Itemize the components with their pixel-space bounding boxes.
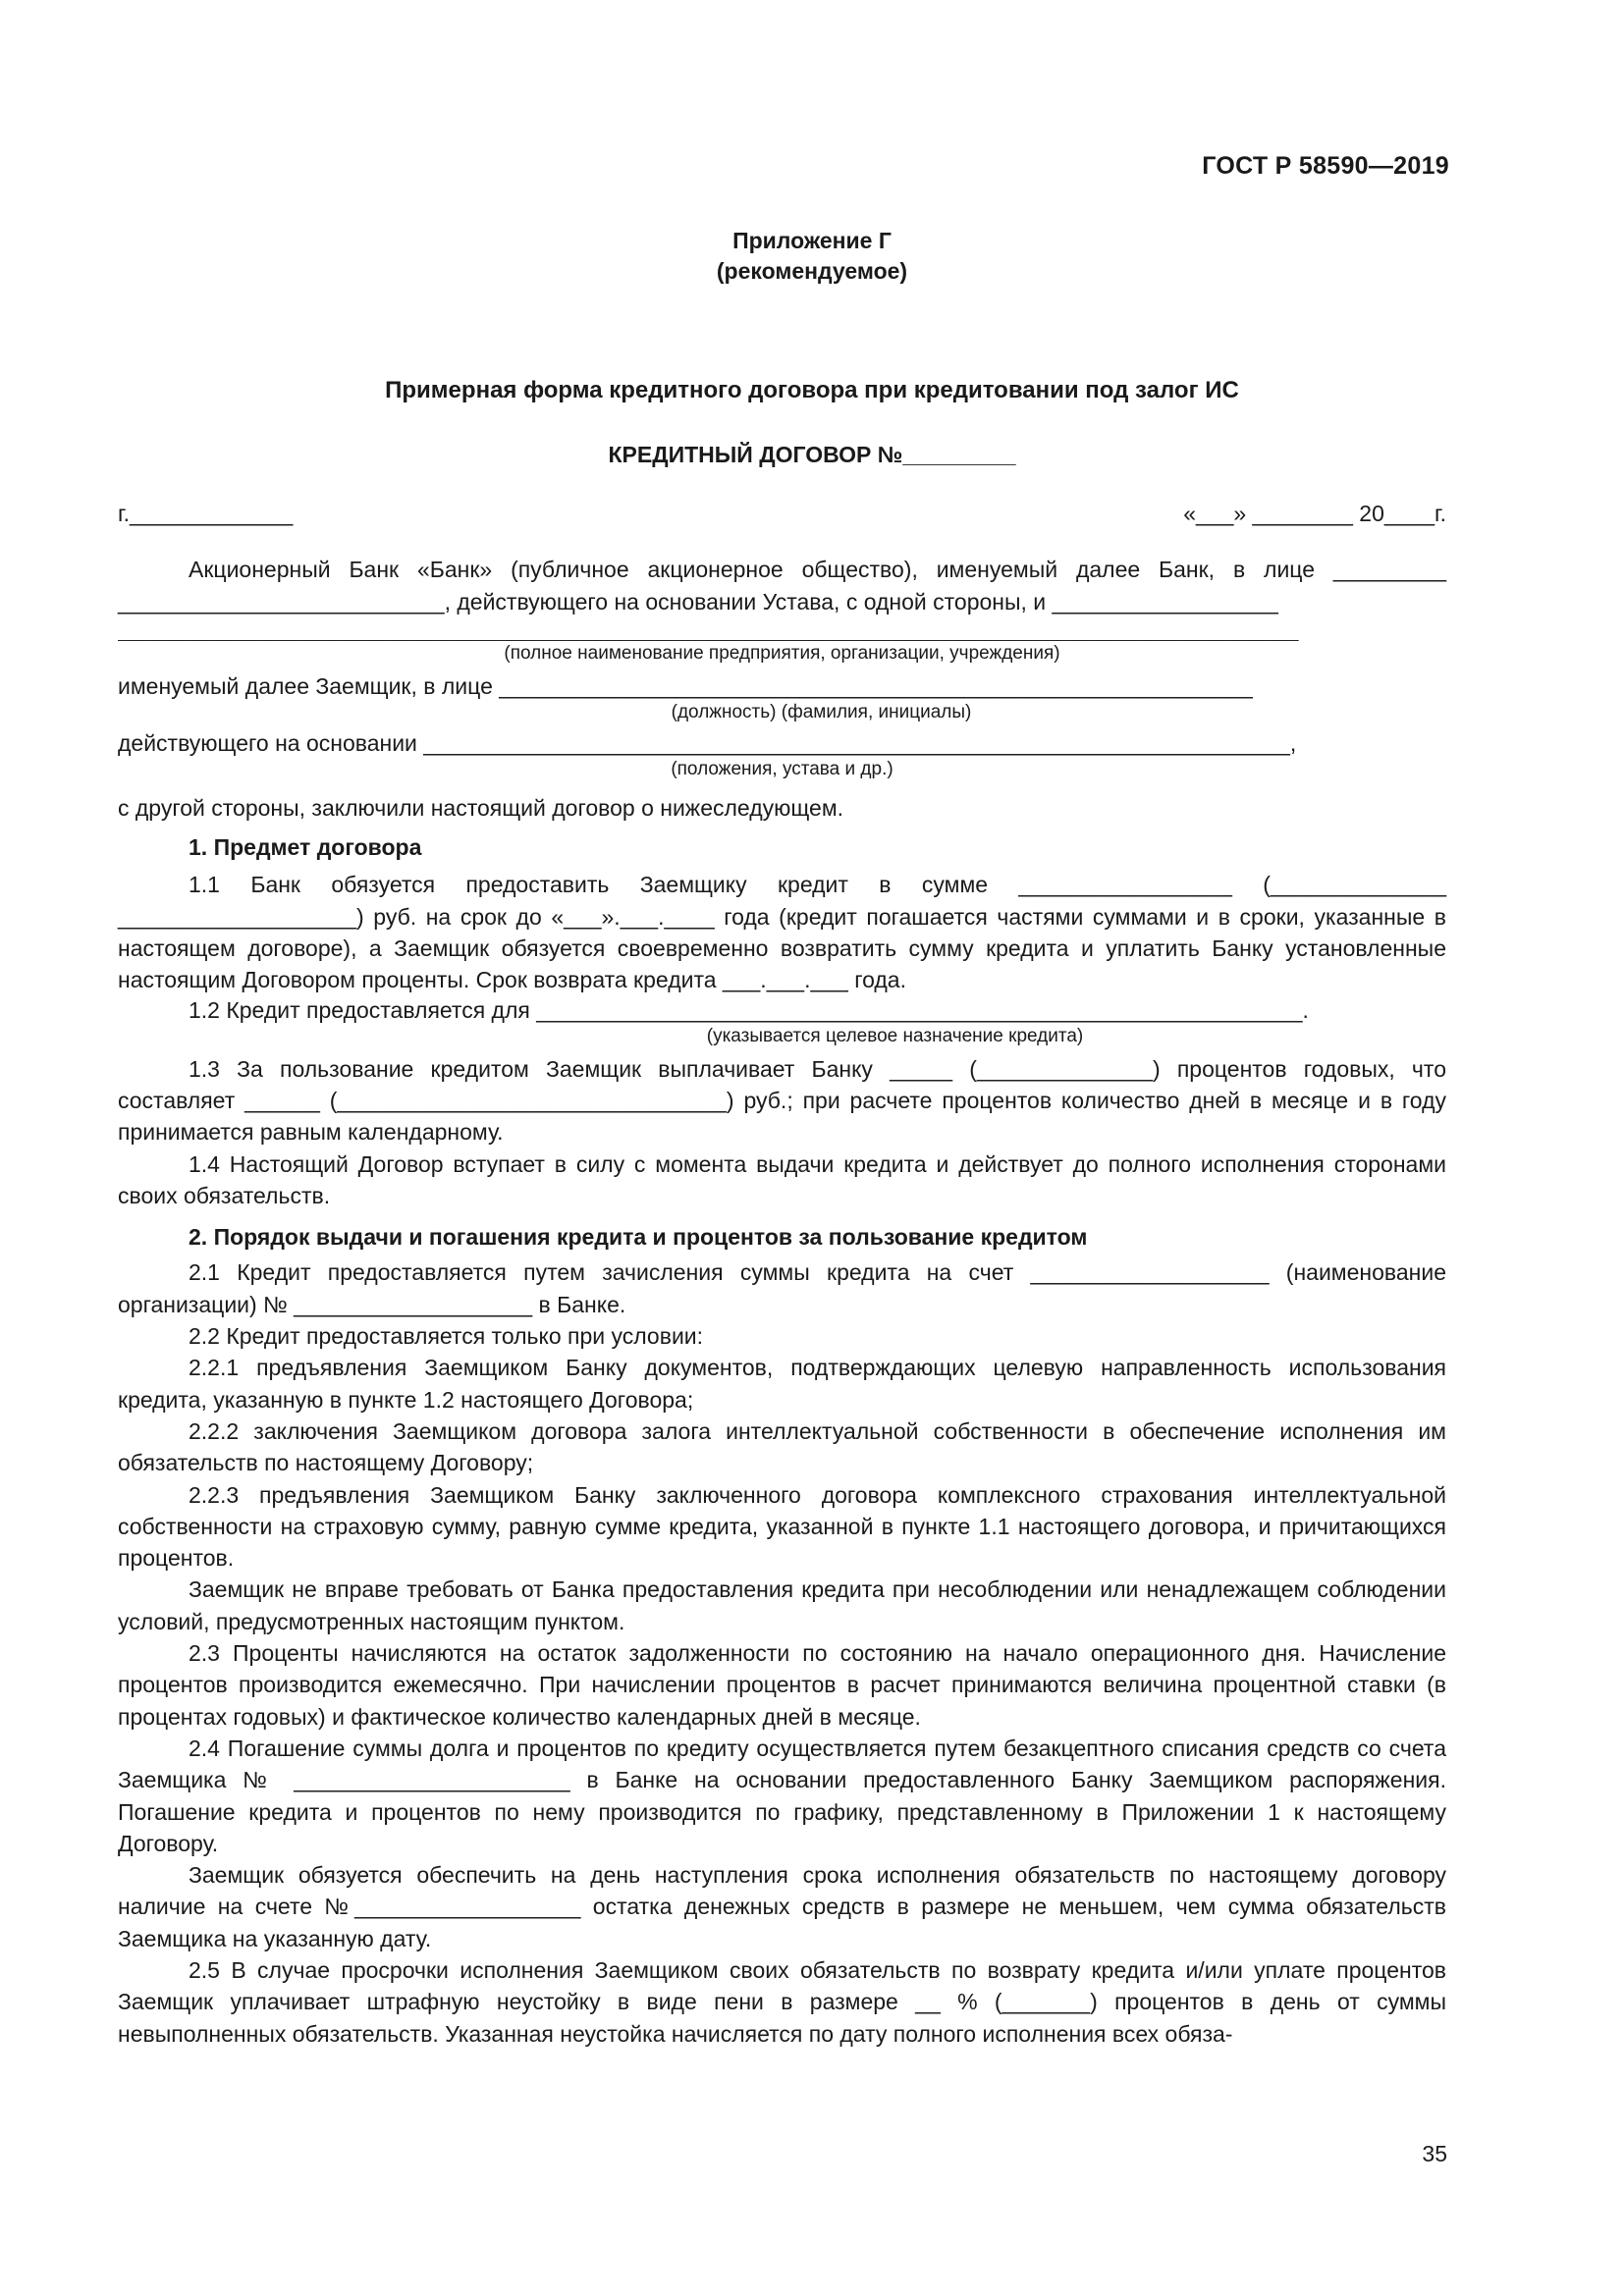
parties-bank-paragraph: Акционерный Банк «Банк» (публичное акционерное общество), именуемый далее Банк, в лице _________ __________________________, действующего на основании Устава, с одной стороны, и __________________	[118, 557, 1446, 614]
basis-hint: (положения, устава и др.)	[671, 758, 893, 779]
clause-2-4-note: Заемщик обязуется обеспечить на день наступления срока исполнения обязательств по настоящему договору наличие на счете №__________________ остатка денежных средств в размере не меньшем, чем сумма обязательств Заемщика на указанную дату.	[118, 1862, 1446, 1951]
clause-2-4: 2.4 Погашение суммы долга и процентов по кредиту осуществляется путем безакцептного списания средств со счета Заемщика № ______________________ в Банке на основании предоставленного Банку Заемщиком распоряжения. Погашение кредита и процентов по нему производится по графику, представленному в Приложении 1 к настоящему Договору.	[118, 1735, 1446, 1856]
purpose-hint: (указывается целевое назначение кредита)	[706, 1025, 1084, 1046]
position-hint: (должность) (фамилия, инициалы)	[671, 701, 972, 722]
clause-2-1: 2.1 Кредит предоставляется путем зачисления суммы кредита на счет ___________________ (наименование организации) № ___________________ в Банке.	[118, 1259, 1446, 1317]
organization-blank-line: ______________________________________________________________________________________________	[118, 616, 1299, 641]
clause-1-2: 1.2 Кредит предоставляется для _____________________________________________________________.	[189, 996, 1309, 1023]
date-field: «___» ________ 20____г.	[1183, 501, 1446, 526]
standard-number: ГОСТ Р 58590—2019	[1202, 152, 1449, 180]
section-1-heading: 1. Предмет договора	[189, 834, 422, 861]
annex-subtitle: (рекомендуемое)	[716, 258, 908, 284]
clause-2-2-2: 2.2.2 заключения Заемщиком договора залога интеллектуальной собственности в обеспечение исполнения им обязательств по настоящему Договору;	[118, 1417, 1446, 1476]
clause-1-3: 1.3 За пользование кредитом Заемщик выплачивает Банку _____ (______________) процентов годовых, что составляет ______ (_______________________________) руб.; при расчете процентов количество дней в месяце и в году принимается равным календарному.	[118, 1055, 1446, 1146]
annex-title: Приложение Г	[732, 228, 892, 253]
section-2-heading: 2. Порядок выдачи и погашения кредита и процентов за пользование кредитом	[189, 1224, 1088, 1251]
clause-2-5: 2.5 В случае просрочки исполнения Заемщиком своих обязательств по возврату кредита и/или уплате процентов Заемщик уплачивает штрафную неустойку в виде пени в размере __ % (_______) процентов в день от суммы невыполненных обязательств. Указанная неустойка начисляется по дату полного исполнения всех обяза-	[118, 1956, 1446, 2047]
place-field: г._____________	[118, 501, 294, 526]
basis-line: действующего на основании _____________________________________________________________________,	[118, 729, 1297, 756]
clause-1-4: 1.4 Настоящий Договор вступает в силу с момента выдачи кредита и действует до полного исполнения сторонами своих обязательств.	[118, 1150, 1446, 1208]
borrower-line: именуемый далее Заемщик, в лице ____________________________________________________________	[118, 672, 1253, 699]
clause-2-2-3: 2.2.3 предъявления Заемщиком Банку заключенного договора комплексного страхования интеллектуальной собственности на страховую сумму, равную сумме кредита, указанной в пункте 1.1 настоящего договора, и причитающихся процентов.	[118, 1481, 1446, 1572]
place-date-row	[118, 498, 1446, 529]
clause-2-3: 2.3 Проценты начисляются на остаток задолженности по состоянию на начало операционного дня. Начисление процентов производится ежемесячно. При начислении процентов в расчет принимаются величина процентной ставки (в процентах годовых) и фактическое количество календарных дней в месяце.	[118, 1640, 1446, 1730]
contract-body	[118, 498, 1446, 2050]
clause-2-2-note: Заемщик не вправе требовать от Банка предоставления кредита при несоблюдении или ненадлежащем соблюдении условий, предусмотренных настоящим пунктом.	[118, 1576, 1446, 1634]
contract-title: КРЕДИТНЫЙ ДОГОВОР №_________	[608, 442, 1016, 467]
page-number: 35	[1422, 2141, 1447, 2166]
clause-2-2-1: 2.2.1 предъявления Заемщиком Банку документов, подтверждающих целевую направленность использования кредита, указанную в пункте 1.2 настоящего Договора;	[118, 1355, 1446, 1413]
intro-paragraph: с другой стороны, заключили настоящий договор о нижеследующем.	[118, 794, 844, 821]
clause-2-2: 2.2 Кредит предоставляется только при условии:	[189, 1323, 704, 1350]
form-title: Примерная форма кредитного договора при кредитовании под залог ИС	[385, 377, 1239, 403]
organization-hint: (полное наименование предприятия, организации, учреждения)	[504, 642, 1060, 664]
clause-1-1: 1.1 Банк обязуется предоставить Заемщику кредит в сумме _________________ (______________ ___________________) руб. на срок до «___».___.____ года (кредит погашается частями суммами и в сроки, указанные в настоящем договоре), а Заемщик обязуется своевременно возвратить сумму кредита и уплатить Банку установленные настоящим Договором проценты. Срок возврата кредита ___.___.___ года.	[118, 872, 1446, 993]
